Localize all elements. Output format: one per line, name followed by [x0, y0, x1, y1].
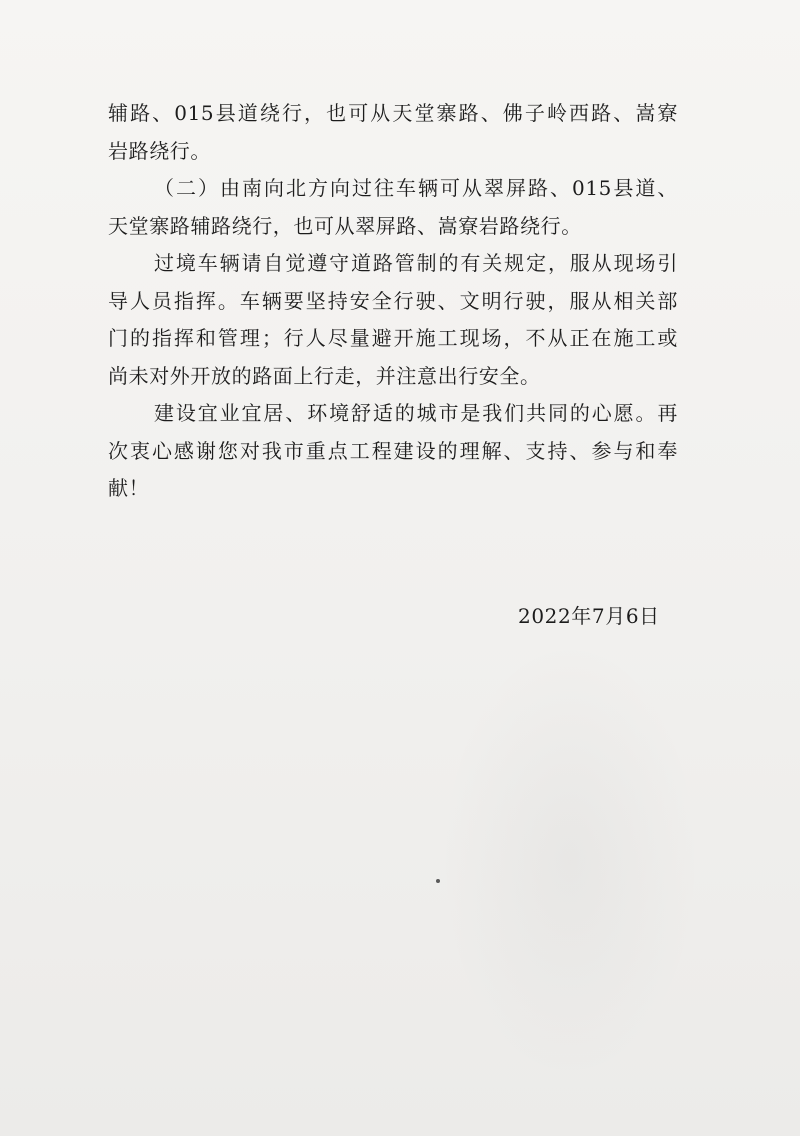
- text-line: 辅路、015县道绕行，也可从天堂寨路、佛子岭西路、嵩寮: [108, 101, 678, 125]
- text-line: 次衷心感谢您对我市重点工程建设的理解、支持、参与和奉: [108, 438, 678, 463]
- text-line: 尚未对外开放的路面上行走，并注意出行安全。: [108, 363, 541, 388]
- bleed-through-shadow: [440, 640, 700, 1080]
- text-line: 门的指挥和管理；行人尽量避开施工现场，不从正在施工或: [108, 326, 678, 350]
- text-line: 导人员指挥。车辆要坚持安全行驶、文明行驶，服从相关部: [108, 288, 678, 313]
- paper-speck: [436, 879, 440, 883]
- document-body: [108, 95, 678, 508]
- text-line: 献！: [108, 476, 150, 500]
- text-line: 岩路绕行。: [108, 138, 211, 163]
- text-line: 建设宜业宜居、环境舒适的城市是我们共同的心愿。再: [154, 401, 678, 425]
- text-line: 天堂寨路辅路绕行，也可从翠屏路、嵩寮岩路绕行。: [108, 213, 582, 238]
- text-line: （二）由南向北方向过往车辆可从翠屏路、015县道、: [154, 176, 678, 200]
- document-date: 2022年7月6日: [518, 604, 660, 628]
- text-line: 过境车辆请自觉遵守道路管制的有关规定，服从现场引: [154, 251, 678, 275]
